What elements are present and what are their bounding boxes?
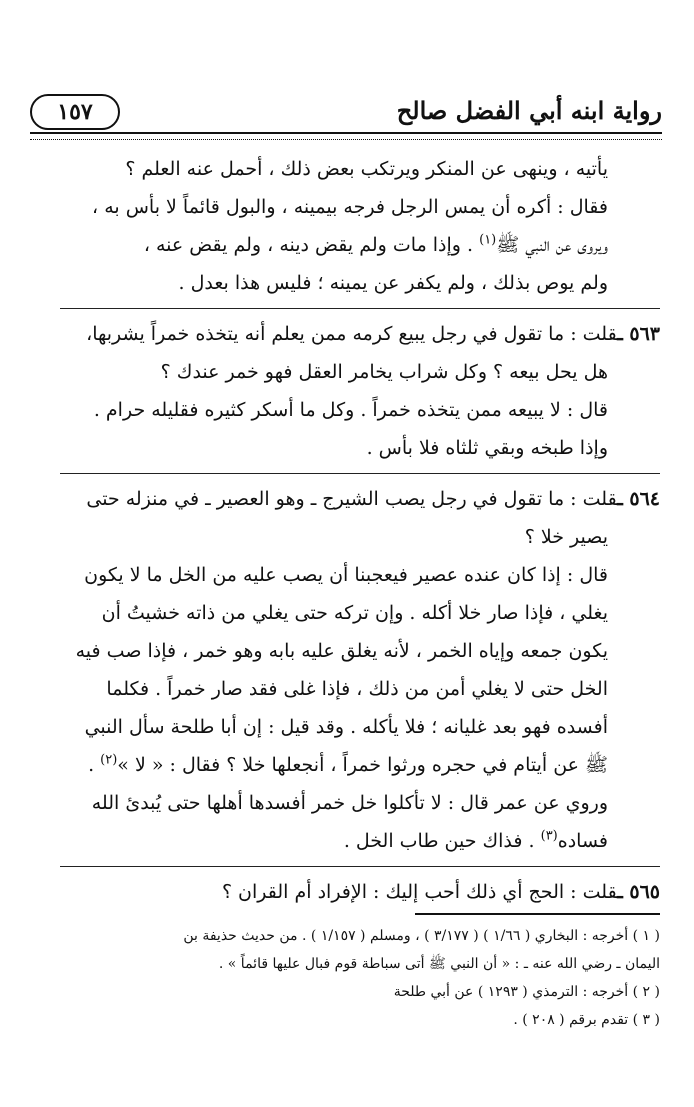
paragraph-line bbox=[30, 822, 660, 860]
text-line: . bbox=[88, 754, 101, 776]
paragraph-line bbox=[30, 708, 660, 746]
paragraph-line bbox=[30, 150, 660, 188]
text-line: وروي عن عمر قال : لا تأكلوا خل خمر أفسدها أهلها حتى يُبدئ الله bbox=[91, 792, 608, 814]
text-line: قلت : ما تقول في رجل يصب الشيرج ـ وهو العصير ـ في منزله حتى bbox=[86, 488, 618, 510]
entry-separator bbox=[60, 866, 660, 867]
text-line: ولم يوص بذلك ، ولم يكفر عن يمينه ؛ فليس هذا بعدل . bbox=[178, 272, 608, 294]
text-line: يكون جمعه وإياه الخمر ، لأنه يغلق عليه بابه وهو خمر ، فإذا صب فيه bbox=[75, 640, 608, 662]
page-header bbox=[30, 94, 662, 134]
entry-separator bbox=[60, 308, 660, 309]
footnote-ref: (٢) bbox=[100, 752, 118, 768]
paragraph-line bbox=[30, 429, 660, 467]
text-line: قال : لا يبيعه ممن يتخذه خمراً . وكل ما أسكر كثيره فقليله حرام . bbox=[93, 399, 608, 421]
text-line: يصير خلا ؟ bbox=[524, 526, 608, 548]
paragraph-line bbox=[30, 784, 660, 822]
header-rule bbox=[30, 132, 662, 140]
text-line: قال : إذا كان عنده عصير فيعجبنا أن يصب عليه من الخل ما لا يكون bbox=[84, 564, 608, 586]
entry-separator bbox=[60, 473, 660, 474]
paragraph-line bbox=[30, 518, 660, 556]
paragraph-line bbox=[30, 226, 660, 264]
text-line: أفسده فهو بعد غليانه ؛ فلا يأكله . وقد قيل : إن أبا طلحة سأل النبي bbox=[84, 716, 608, 738]
footnote-line: ( ٢ ) أخرجه : الترمذي ( ١٢٩٣ ) عن أبي طلحة bbox=[393, 984, 660, 1000]
entry-number: ٥٦٤ ـ bbox=[617, 488, 660, 510]
paragraph-line bbox=[30, 670, 660, 708]
paragraph-line bbox=[30, 188, 660, 226]
page-number-badge: ١٥٧ bbox=[30, 94, 120, 130]
footnote-ref: (١) bbox=[479, 232, 497, 248]
text-line: وإذا طبخه وبقي ثلثاه فلا بأس . bbox=[366, 437, 608, 459]
paragraph-line bbox=[30, 632, 660, 670]
entry-number: ٥٦٣ ـ bbox=[617, 323, 660, 345]
text-line: . فذاك حين طاب الخل . bbox=[343, 830, 541, 852]
text-line: قلت : الحج أي ذلك أحب إليك : الإفراد أم القران ؟ bbox=[221, 881, 618, 903]
entry-564-question bbox=[30, 480, 660, 518]
text-line: فساده bbox=[557, 830, 608, 852]
text-line: يغلي ، فإذا صار خلا أكله . وإن تركه حتى يغلي من ذاته خشيتُ أن bbox=[101, 602, 608, 624]
text-line: هل يحل بيعه ؟ وكل شراب يخامر العقل فهو خمر عندك ؟ bbox=[160, 361, 608, 383]
text-line: ويروى عن النبي ﷺ bbox=[496, 234, 608, 256]
footnote-line: ( ١ ) أخرجه : البخاري ( ١/٦٦ ) ( ٣/١٧٧ ) ، ومسلم ( ١/١٥٧ ) . من حديث حذيفة بن bbox=[183, 928, 660, 944]
paragraph-line bbox=[30, 594, 660, 632]
entry-565-question bbox=[30, 873, 660, 911]
footnote-rule bbox=[415, 913, 660, 915]
text-line: . وإذا مات ولم يقض دينه ، ولم يقض عنه ، bbox=[143, 234, 480, 256]
paragraph-line bbox=[30, 353, 660, 391]
paragraph-line bbox=[30, 746, 660, 784]
paragraph-line bbox=[30, 556, 660, 594]
entry-number: ٥٦٥ ـ bbox=[617, 881, 660, 903]
text-line: يأتيه ، وينهى عن المنكر ويرتكب بعض ذلك ، أحمل عنه العلم ؟ bbox=[125, 158, 608, 180]
running-title: رواية ابنه أبي الفضل صالح bbox=[396, 96, 662, 125]
text-line: الخل حتى لا يغلي أمن من ذلك ، فإذا غلى فقد صار خمراً . فكلما bbox=[106, 678, 608, 700]
footnotes bbox=[30, 922, 660, 1034]
paragraph-line bbox=[30, 264, 660, 302]
text-line: قلت : ما تقول في رجل يبيع كرمه ممن يعلم أنه يتخذه خمراً يشربها، bbox=[86, 323, 618, 345]
footnote-ref: (٣) bbox=[540, 828, 558, 844]
text-line: ﷺ عن أيتام في حجره ورثوا خمراً ، أنجعلها خلا ؟ فقال : « لا » bbox=[117, 754, 608, 776]
paragraph-line bbox=[30, 391, 660, 429]
text-line: فقال : أكره أن يمس الرجل فرجه بيمينه ، والبول قائماً لا بأس به ، bbox=[92, 196, 608, 218]
main-text bbox=[30, 150, 660, 911]
footnote-line: اليمان ـ رضي الله عنه ـ : « أن النبي ﷺ أتى سباطة قوم فبال عليها قائماً » . bbox=[218, 956, 660, 972]
entry-563-question bbox=[30, 315, 660, 353]
footnote-line: ( ٣ ) تقدم برقم ( ٢٠٨ ) . bbox=[513, 1012, 660, 1028]
